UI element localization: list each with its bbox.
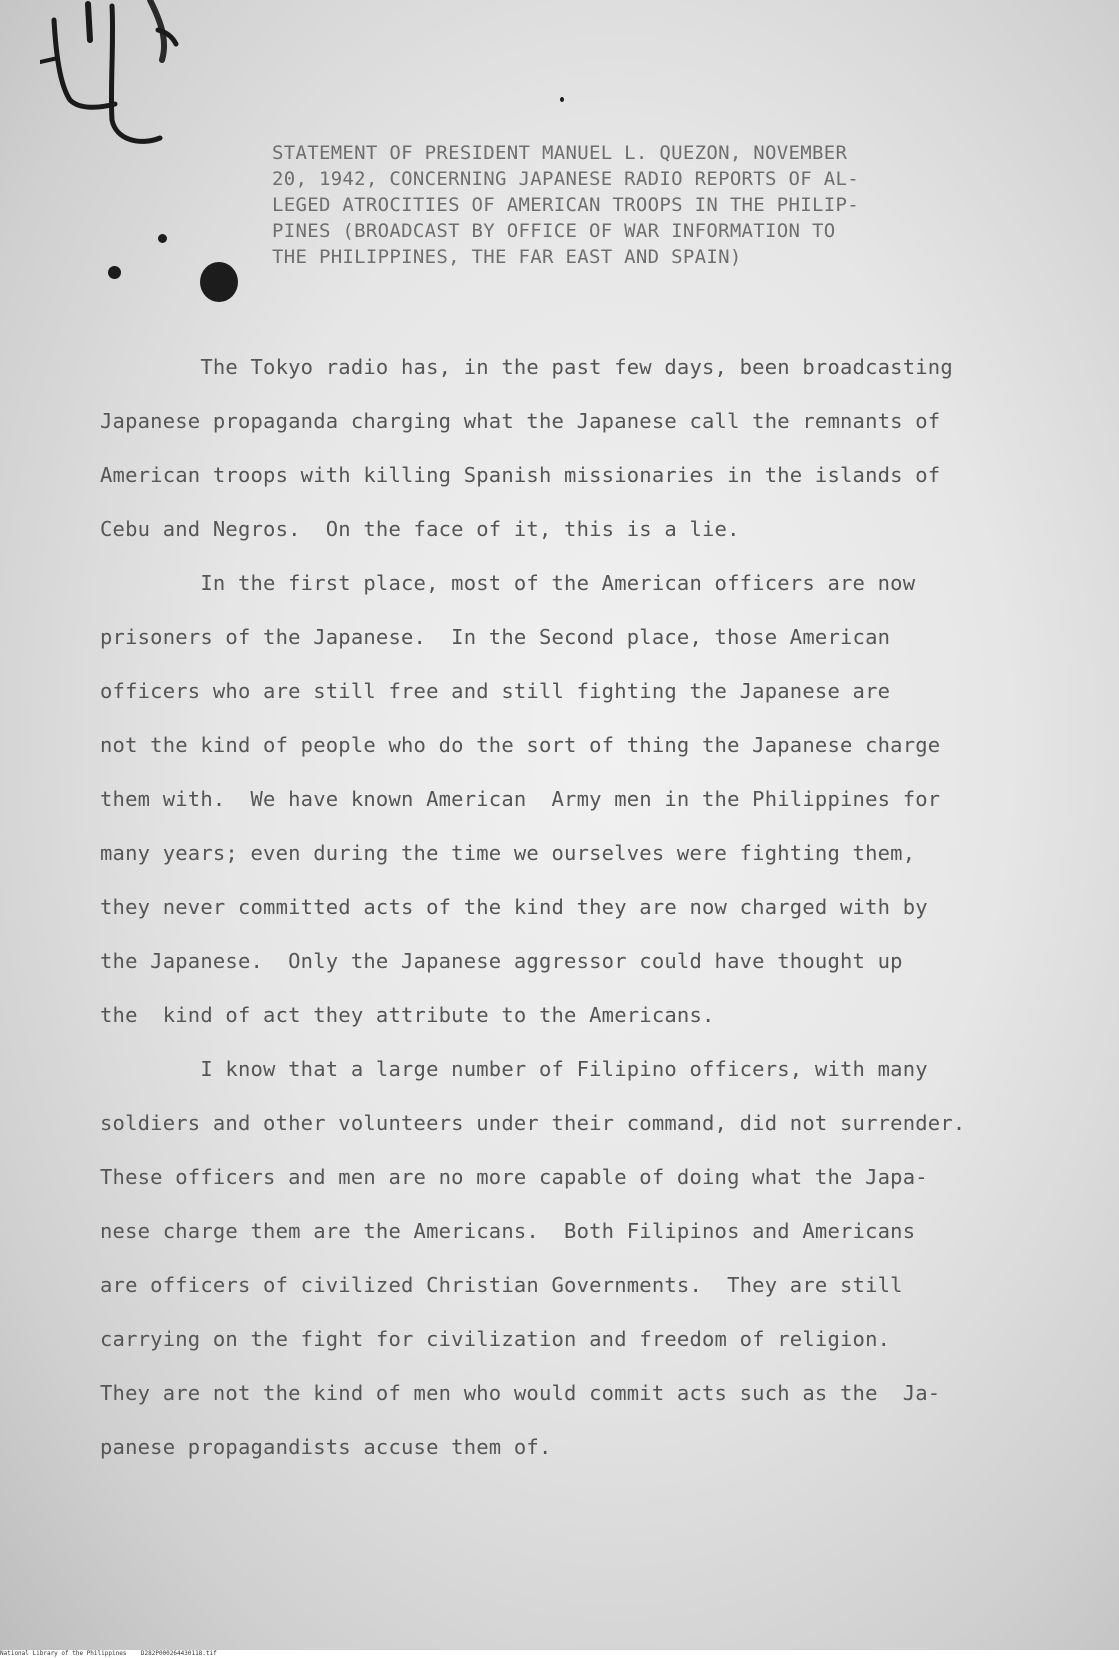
body-line: they never committed acts of the kind they are now charged with by <box>100 895 928 919</box>
body-line: These officers and men are no more capable of doing what the Japa- <box>100 1165 928 1189</box>
ink-dot <box>108 266 121 279</box>
body-line: nese charge them are the Americans. Both Filipinos and Americans <box>100 1219 916 1243</box>
ink-dot <box>158 234 167 243</box>
body-line: many years; even during the time we ourselves were fighting them, <box>100 841 916 865</box>
body-line: They are not the kind of men who would commit acts such as the Ja- <box>100 1381 941 1405</box>
heading-line: STATEMENT OF PRESIDENT MANUEL L. QUEZON, NOVEMBER <box>272 142 848 164</box>
body-line: Cebu and Negros. On the face of it, this is a lie. <box>100 517 740 541</box>
heading-line: LEGED ATROCITIES OF AMERICAN TROOPS IN THE PHILIP- <box>272 194 859 216</box>
body-line: the kind of act they attribute to the Americans. <box>100 1003 715 1027</box>
body-line: panese propagandists accuse them of. <box>100 1435 552 1459</box>
body-line: soldiers and other volunteers under their command, did not surrender. <box>100 1111 966 1135</box>
statement-body <box>100 340 1090 1474</box>
heading-line: PINES (BROADCAST BY OFFICE OF WAR INFORMATION TO <box>272 220 836 242</box>
ink-blot <box>200 262 238 302</box>
body-line: not the kind of people who do the sort of thing the Japanese charge <box>100 733 941 757</box>
ink-dot <box>560 97 564 102</box>
body-line: officers who are still free and still fighting the Japanese are <box>100 679 891 703</box>
body-line: are officers of civilized Christian Governments. They are still <box>100 1273 903 1297</box>
archive-footer: National Library of the Philippines D282P000264430118.tif <box>0 1650 1119 1658</box>
handwritten-mark <box>40 0 210 150</box>
body-line: Japanese propaganda charging what the Japanese call the remnants of <box>100 409 941 433</box>
body-line: the Japanese. Only the Japanese aggressor could have thought up <box>100 949 903 973</box>
body-line: American troops with killing Spanish missionaries in the islands of <box>100 463 941 487</box>
body-line: them with. We have known American Army men in the Philippines for <box>100 787 941 811</box>
body-line: carrying on the fight for civilization and freedom of religion. <box>100 1327 891 1351</box>
body-line: In the first place, most of the American officers are now <box>100 571 916 595</box>
body-line: prisoners of the Japanese. In the Second place, those American <box>100 625 891 649</box>
heading-line: 20, 1942, CONCERNING JAPANESE RADIO REPORTS OF AL- <box>272 168 859 190</box>
statement-heading <box>272 140 992 270</box>
body-line: I know that a large number of Filipino officers, with many <box>100 1057 928 1081</box>
heading-line: THE PHILIPPINES, THE FAR EAST AND SPAIN) <box>272 246 742 268</box>
body-line: The Tokyo radio has, in the past few days, been broadcasting <box>100 355 953 379</box>
